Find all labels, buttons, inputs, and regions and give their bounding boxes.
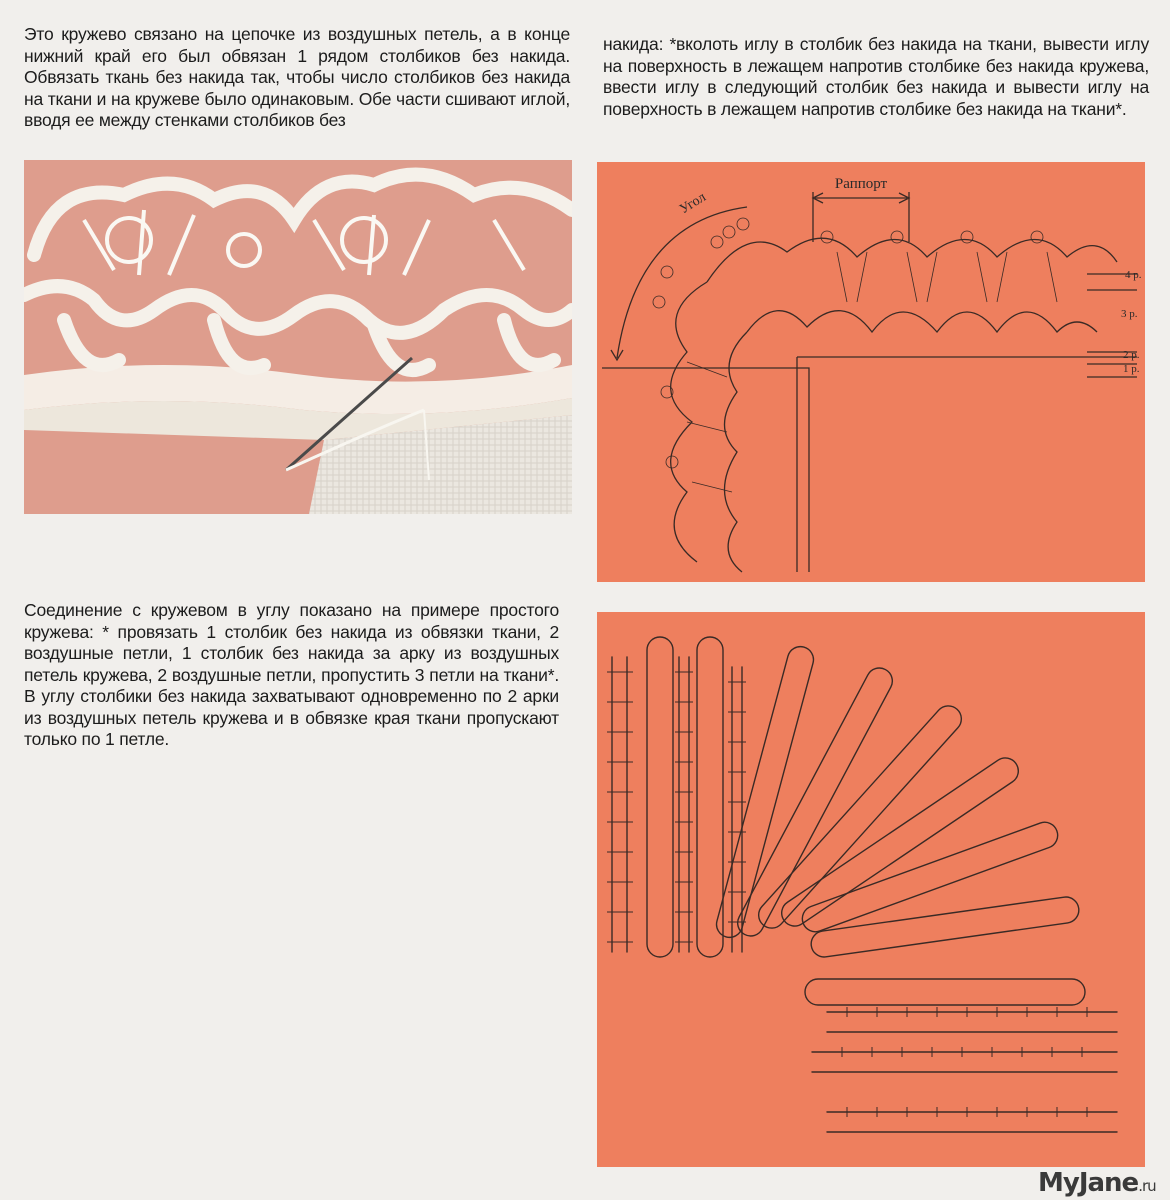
intro-paragraph: Это кружево связано на цепочке из воздушных петель, а в конце нижний край его был обвязан 1 рядом столбиков без накида. Обвязать ткань без накида так, чтобы число столбиков без накида на ткани и на кружеве было одинаковым. Обе части сшивают иглой, вводя ее между стенками столбиков без: [24, 24, 570, 130]
corner-crochet-diagram: [597, 162, 1145, 582]
corner-label: Угол: [677, 189, 709, 218]
corner-fan-diagram: [597, 612, 1145, 1167]
rapport-label: Раппорт: [834, 176, 888, 192]
corner-join-paragraph: Соединение с кружевом в углу показано на примере простого кружева: * провязать 1 столбик без накида из обвязки ткани, 2 воздушные петли, 1 столбик без накида за арку из воздушных петель кружева, 2 воздушные петли, пропустить 3 петли на ткани*. В углу столбики без накида захватывают одновременно по 2 арки из воздушных петель кружева и в обвязке края ткани пропускают только по 1 петле.: [24, 600, 559, 749]
row-label-2: 2 р.: [1123, 349, 1140, 361]
watermark-logo: MyJane.ru: [1038, 1168, 1156, 1198]
lace-photo: [24, 160, 572, 514]
row-label-1: 1 р.: [1123, 363, 1140, 375]
sewing-instructions-paragraph: накида: *вколоть иглу в столбик без накида на ткани, вывести иглу на поверхность в лежащем напротив столбике без накида кружева, ввести иглу в следующий столбик без накида и вывести иглу на поверхность в лежащем напротив столбике без накида на ткани*.: [603, 34, 1149, 119]
row-label-4: 4 р.: [1125, 269, 1142, 281]
row-label-3: 3 р.: [1121, 308, 1138, 320]
